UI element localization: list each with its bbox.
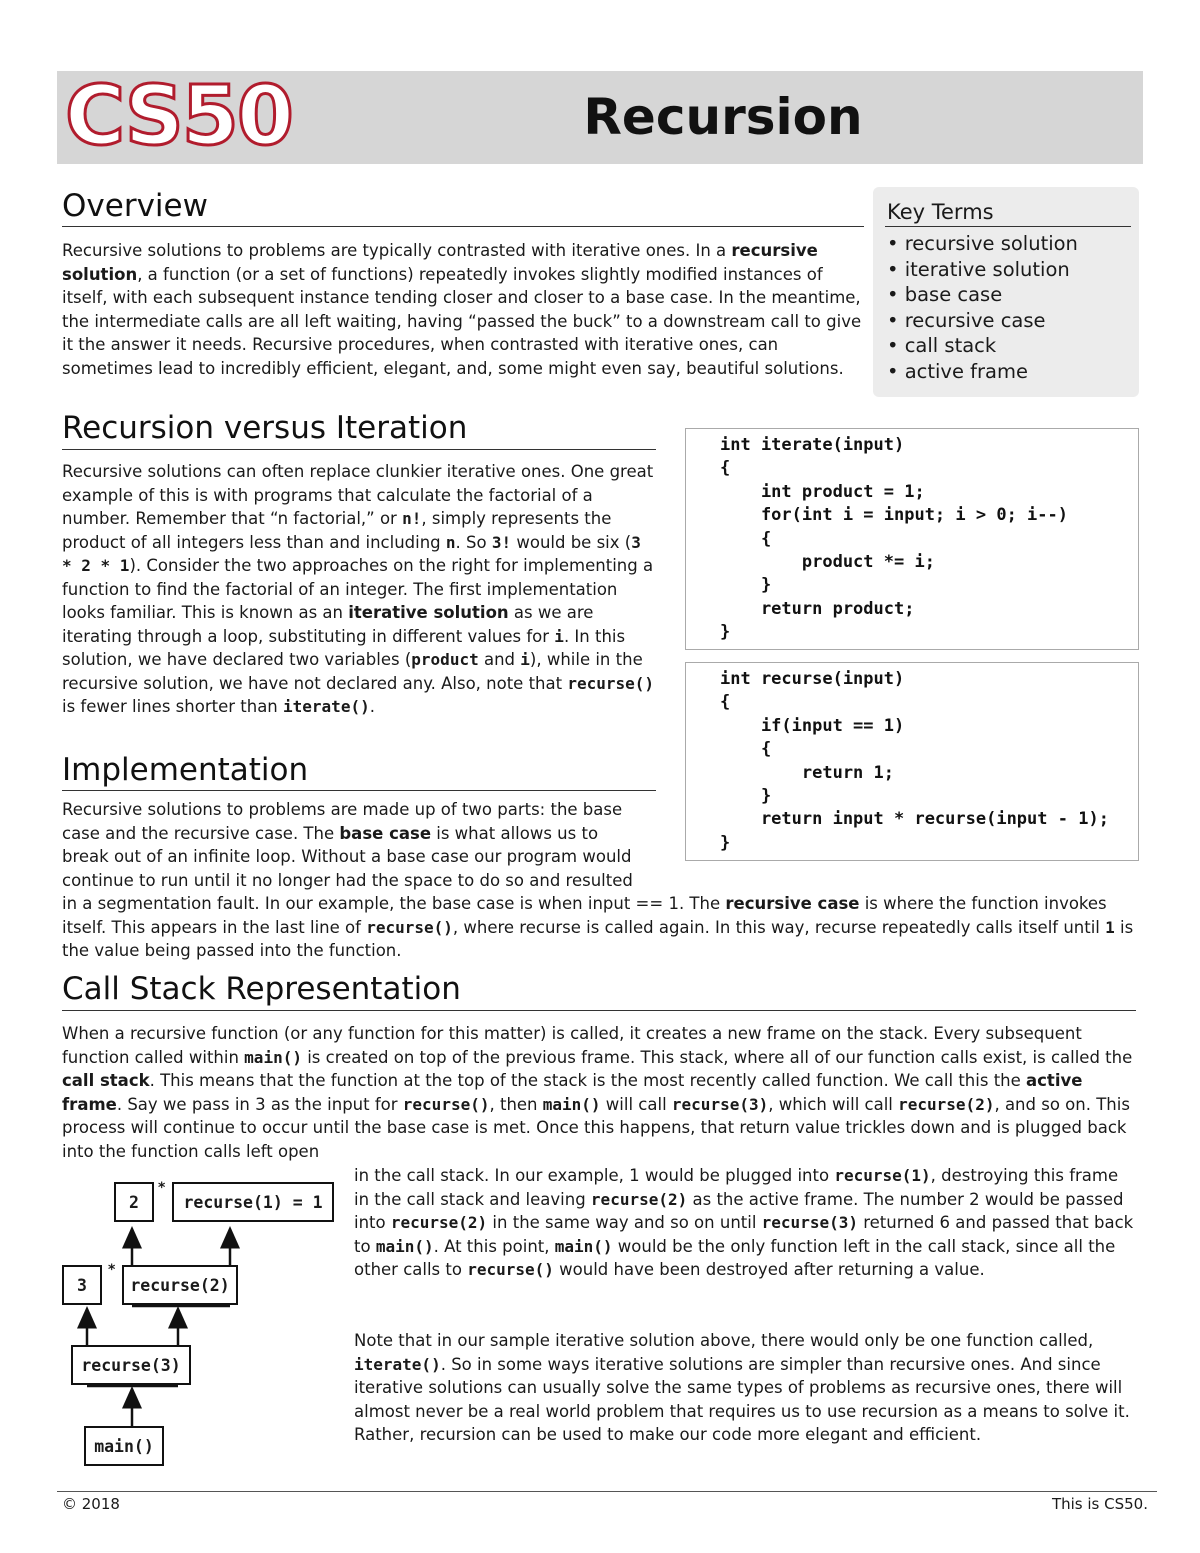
key-term-item: • recursive solution (887, 231, 1078, 257)
stack-frame-recurse-3: recurse(3) (71, 1345, 191, 1385)
code-line: } (720, 786, 772, 807)
recursion-vs-iteration-paragraph: Recursive solutions can often replace clunkier iterative ones. One great example of this is with programs that calculate the factorial of a number. Remember that “n factorial,” or n!, simply represents the product of all integers less than and including n. So 3! would be six (3 * 2 * 1). Consider the two approaches on the right for implementing a function to find the factorial of an integer. The first implementation looks familiar. This is known as an iterative solution as we are iterating through a loop, substituting in different values for i. In this solution, we have declared two variables (product and i), while in the recursive solution, we have not declared any. Also, note that recurse() is fewer lines shorter than iterate(). (62, 462, 655, 716)
key-terms-rule (885, 226, 1131, 227)
implementation-heading: Implementation (62, 752, 309, 788)
key-term-item: • recursive case (887, 308, 1078, 334)
key-term-item: • iterative solution (887, 257, 1078, 283)
footer-copyright: © 2018 (62, 1495, 120, 1513)
key-term-item: • base case (887, 282, 1078, 308)
stack-value-3: 3 (62, 1265, 102, 1305)
multiply-star: * (158, 1180, 166, 1196)
code-line: } (720, 832, 731, 853)
call-stack-rule (62, 1010, 1136, 1011)
iterate-code (720, 434, 1068, 645)
key-terms-list (887, 231, 1078, 384)
key-term-item: • call stack (887, 333, 1078, 359)
code-line: return input * recurse(input - 1); (720, 809, 1109, 830)
code-line: { (720, 739, 772, 760)
code-line: int recurse(input) (720, 669, 905, 689)
multiply-star: * (108, 1262, 116, 1278)
overview-heading: Overview (62, 188, 208, 224)
implementation-paragraph: Recursive solutions to problems are made up of two parts: the base case and the recursive case. The base case is what allows us to break out of an infinite loop. Without a base case our program would continue to run until it no longer had the space to do so and resulted in a segmentation fault. In our example, the base case is when input == 1. The recursive case is where the function invokes itself. This appears in the last line of recurse(), where recurse is called again. In this way, recurse repeatedly calls itself until 1 is the value being passed into the function. (62, 800, 1134, 960)
code-line: { (720, 458, 731, 479)
page-title: Recursion (583, 88, 863, 146)
call-stack-paragraph: When a recursive function (or any function for this matter) is called, it creates a new frame on the stack. Every subsequent function called within main() is created on top of the previous frame. This stack, where all of our function calls exist, is called the call stack. This means that the function at the top of the stack is the most recently called function. We call this the active frame. Say we pass in 3 as the input for recurse(), then main() will call recurse(3), which will call recurse(2), and so on. This process will continue to occur until the base case is met. Once this happens, that return value trickles down and is plugged back into the function calls left open (62, 1024, 1133, 1161)
recursion-vs-iteration-rule (62, 449, 656, 450)
code-line: } (720, 622, 731, 643)
code-line: if(input == 1) (720, 715, 905, 736)
implementation-rule (62, 790, 656, 791)
key-terms-panel (873, 187, 1139, 397)
key-term-item: • active frame (887, 359, 1078, 385)
recursion-vs-iteration-heading: Recursion versus Iteration (62, 410, 468, 446)
stack-frame-main: main() (84, 1426, 164, 1466)
stack-value-2: 2 (114, 1182, 154, 1222)
stack-frame-recurse-1: recurse(1) = 1 (172, 1182, 334, 1222)
overview-paragraph: Recursive solutions to problems are typically contrasted with iterative ones. In a recursive solution, a function (or a set of functions) repeatedly invokes slightly modified instances of itself, with each subsequent instance tending closer and closer to a base case. In the meantime, the intermediate calls are all left waiting, having “passed the buck” to a downstream call to give it the answer it needs. Recursive procedures, when contrasted with iterative ones, can sometimes lead to incredibly efficient, elegant, and, some might even say, beautiful solutions. (62, 241, 862, 378)
code-line: return 1; (720, 762, 894, 783)
code-line: { (720, 528, 772, 549)
overview-rule (62, 226, 864, 227)
code-line: int iterate(input) (720, 435, 905, 455)
code-line: int product = 1; (720, 481, 925, 502)
call-stack-heading: Call Stack Representation (62, 971, 461, 1007)
call-stack-diagram (40, 1170, 350, 1480)
code-line: for(int i = input; i > 0; i--) (720, 505, 1068, 526)
footer-tagline: This is CS50. (1051, 1495, 1148, 1513)
code-line: { (720, 692, 731, 713)
note-paragraph: Note that in our sample iterative solution above, there would only be one function called, iterate(). So in some ways iterative solutions are simpler than recursive ones. And since iterative solutions can usually solve the same types of problems as recursive ones, there will almost never be a real world problem that requires us to use recursion as a means to solve it. Rather, recursion can be used to make our code more elegant and efficient. (354, 1331, 1130, 1444)
header-banner (57, 71, 1143, 164)
cs50-logo: CS50 (65, 69, 292, 164)
iterate-code-box (685, 428, 1139, 650)
code-line: } (720, 575, 772, 596)
footer-rule (57, 1491, 1157, 1492)
code-line: product *= i; (720, 552, 935, 573)
call-stack-detail-paragraph: in the call stack. In our example, 1 would be plugged into recurse(1), destroying this frame in the call stack and leaving recurse(2) as the active frame. The number 2 would be passed into recurse(2) in the same way and so on until recurse(3) returned 6 and passed that back to main(). At this point, main() would be the only function left in the call stack, since all the other calls to recurse() would have been destroyed after returning a value. (354, 1166, 1134, 1279)
code-line: return product; (720, 598, 915, 619)
stack-frame-recurse-2: recurse(2) (122, 1265, 238, 1305)
key-terms-title: Key Terms (887, 200, 994, 224)
